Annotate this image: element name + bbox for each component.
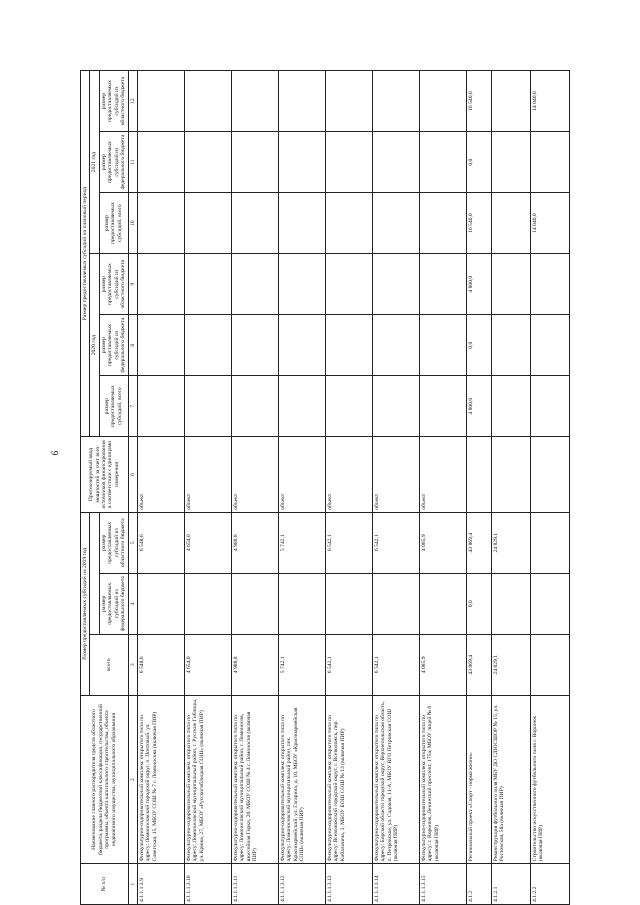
col-num: 11 (128, 132, 137, 193)
fed-2020 (419, 315, 466, 376)
total-2021: 16 540,0 (466, 193, 491, 254)
fed-2021 (231, 132, 278, 193)
total-2019: 5 742,1 (278, 634, 325, 695)
fed-2021 (278, 132, 325, 193)
obl-2021 (372, 71, 419, 132)
row-number: 4.1.1.1.3.15 (419, 864, 466, 905)
fed-2020 (184, 315, 231, 376)
obl-2021 (137, 71, 184, 132)
total-2021 (184, 193, 231, 254)
measure-unit: объект (325, 437, 372, 513)
obl-2020 (184, 254, 231, 315)
obl-2019: 6 542,1 (372, 512, 419, 573)
total-2021 (231, 193, 278, 254)
row-name: Строительство искусственного футбольного поля г. Воронеж (включая ПИР) (530, 695, 569, 864)
table-row (491, 71, 530, 905)
measure-unit: объект (372, 437, 419, 513)
col-num: 10 (128, 193, 137, 254)
table-row (419, 71, 466, 905)
measure-unit: объект (231, 437, 278, 513)
col-num: 1 (128, 864, 137, 905)
obl-2019: 5 742,1 (278, 512, 325, 573)
row-number: 4.1.1.1.3.11 (231, 864, 278, 905)
row-name: Физкультурно-оздоровительный комплекс открытого типа по адресу: г. Воронеж, Ленинский проспект, 175а, МБОУ лицей № 6 (включая ПИР) (419, 695, 466, 864)
col-num: 2 (128, 695, 137, 864)
fed-2020 (325, 315, 372, 376)
obl-2021 (278, 71, 325, 132)
obl-2019: 24 829,1 (491, 512, 530, 573)
total-2019: 6 542,1 (325, 634, 372, 695)
table-body (137, 71, 569, 905)
total-2020 (325, 376, 372, 437)
header-2020: 2020 год (90, 254, 99, 437)
total-2019: 43 869,4 (466, 634, 491, 695)
total-2020 (184, 376, 231, 437)
measure-unit (466, 437, 491, 513)
col-num: 12 (128, 71, 137, 132)
obl-2020 (372, 254, 419, 315)
row-number: 4.1.1.1.3.14 (372, 864, 419, 905)
table-row (137, 71, 184, 905)
table-row (530, 71, 569, 905)
total-2020 (372, 376, 419, 437)
fed-2020 (491, 315, 530, 376)
obl-2019: 6 548,6 (137, 512, 184, 573)
header-2019: Размер предоставляемых субсидий на 2019 год (81, 512, 90, 695)
measure-unit: объект (137, 437, 184, 513)
row-number: 4.1.1.1.3.10 (184, 864, 231, 905)
row-name: Физкультурно-оздоровительный комплекс открытого типа по адресу: Ломоносовский муниципальный район, г. Русские Гиблицы, ул. Крюка, 27, МБОУ «Русскогиблицкая СОШ» (включая ПИР) (184, 695, 231, 864)
obl-2020 (278, 254, 325, 315)
total-2019: 4 085,9 (419, 634, 466, 695)
rotated-table-container (80, 70, 580, 905)
total-2021 (419, 193, 466, 254)
subsidy-table (80, 70, 570, 905)
row-name: Физкультурно-оздоровительный комплекс открытого типа по адресу: Ломоносовский муниципальный район, пос. Красноармейский, ул. Гагарина, д. 10, МБОУ «Красноармейская СОШ» (включая ПИР) (278, 695, 325, 864)
obl-2021 (231, 71, 278, 132)
header-2020-fed: размер предоставляемых субсидий из федерального бюджета (99, 315, 128, 376)
fed-2021 (372, 132, 419, 193)
total-2020 (491, 376, 530, 437)
fed-2021 (137, 132, 184, 193)
measure-unit (491, 437, 530, 513)
measure-unit: объект (184, 437, 231, 513)
fed-2021 (491, 132, 530, 193)
fed-2021: 0,0 (466, 132, 491, 193)
header-num: № п/п (81, 864, 129, 905)
row-number: 4.1.2.2 (530, 864, 569, 905)
table-row (372, 71, 419, 905)
total-2019: 24 829,1 (491, 634, 530, 695)
header-2020-obl: размер предоставляемых субсидий из областного бюджета (99, 254, 128, 315)
header-name: Наименование главного распорядителя средств областного бюджета, раздела бюджетной классификации, государственной программы, объекта капитального строительства, объекта недвижимого имущества, муниципального образования (81, 695, 129, 864)
row-name: Физкультурно-оздоровительный комплекс открытого типа по адресу: Ломоносовский городской округ, п. Почтовый, ул. Советская, 15, МБОУ СОШ № 7 г. Ломоносова (включая ПИР) (137, 695, 184, 864)
total-2020 (278, 376, 325, 437)
obl-2019: 4 085,9 (419, 512, 466, 573)
header-2021-fed: размер предоставляемых субсидий из федерального бюджета (99, 132, 128, 193)
obl-2021 (491, 71, 530, 132)
obl-2020 (231, 254, 278, 315)
col-num: 3 (128, 634, 137, 695)
obl-2021: 16 540,0 (466, 71, 491, 132)
header-measure: Прогнозируемый ввод мощностей за счет всех источников финансирования в соответствии с единицами измерения (81, 437, 129, 513)
fed-2020 (278, 315, 325, 376)
fed-2021 (325, 132, 372, 193)
row-number: 4.1.2 (466, 864, 491, 905)
measure-unit (530, 437, 569, 513)
fed-2019 (325, 573, 372, 634)
rotated-page (80, 70, 640, 902)
total-2021 (372, 193, 419, 254)
total-2019: 6 548,6 (137, 634, 184, 695)
obl-2019: 43 869,4 (466, 512, 491, 573)
row-name: Региональный проект «Спорт - норма жизни» (466, 695, 491, 864)
total-2020 (530, 376, 569, 437)
header-2019-blank (90, 512, 99, 634)
fed-2019 (231, 573, 278, 634)
measure-unit: объект (419, 437, 466, 513)
obl-2021 (184, 71, 231, 132)
obl-2020 (137, 254, 184, 315)
header-2021-total: размер предоставляемых субсидий, всего (99, 193, 128, 254)
header-2021: 2021 год (90, 71, 99, 254)
row-name: Физкультурно-оздоровительный комплекс открытого типа по адресу: Всеволожский городской округ, г. Всеволожск, пер. Кибальчича, 1, МБОУ БОШ СОШ № 13 (включая ПИР) (325, 695, 372, 864)
total-2020 (137, 376, 184, 437)
table-row (231, 71, 278, 905)
header-planned-period: Размер предоставляемых субсидий на плановый период (81, 71, 90, 437)
obl-2019 (530, 512, 569, 573)
table-row (466, 71, 491, 905)
table-row (184, 71, 231, 905)
fed-2019 (530, 573, 569, 634)
header-2019-total: всего (90, 634, 128, 695)
obl-2019: 4 654,0 (184, 512, 231, 573)
row-name: Реконструкция футбольного поля МБУ ДО СДЮСШОР № 15, ул. Ростовская, 58а (включая ПИР) (491, 695, 530, 864)
total-2021 (325, 193, 372, 254)
obl-2020 (419, 254, 466, 315)
table-row (325, 71, 372, 905)
fed-2019 (372, 573, 419, 634)
header-2020-total: размер предоставляемых субсидий, всего (99, 376, 128, 437)
col-num: 8 (128, 315, 137, 376)
fed-2019 (184, 573, 231, 634)
header-2019-fed: размер предоставляемых субсидий из федерального бюджета (99, 573, 128, 634)
fed-2019 (419, 573, 466, 634)
fed-2020 (372, 315, 419, 376)
row-number: 4.1.2.1 (491, 864, 530, 905)
obl-2021: 14 040,0 (530, 71, 569, 132)
column-number-row (128, 71, 137, 905)
total-2019: 4 654,0 (184, 634, 231, 695)
row-number: 4.1.1.1.3.13 (325, 864, 372, 905)
obl-2020 (491, 254, 530, 315)
fed-2019 (137, 573, 184, 634)
obl-2019: 4 988,8 (231, 512, 278, 573)
total-2021 (278, 193, 325, 254)
row-number: 4.1.1.1.3.12 (278, 864, 325, 905)
total-2020 (419, 376, 466, 437)
total-2019 (530, 634, 569, 695)
col-num: 4 (128, 573, 137, 634)
obl-2021 (419, 71, 466, 132)
obl-2020 (530, 254, 569, 315)
obl-2021 (325, 71, 372, 132)
fed-2019 (491, 573, 530, 634)
total-2021: 14 040,0 (530, 193, 569, 254)
total-2021 (491, 193, 530, 254)
col-num: 6 (128, 437, 137, 513)
header-2019-obl: размер предоставляемых субсидий из областного бюджета (99, 512, 128, 573)
total-2019: 6 542,1 (372, 634, 419, 695)
col-num: 9 (128, 254, 137, 315)
page-number: 9 (49, 450, 60, 456)
measure-unit: объект (278, 437, 325, 513)
total-2020 (231, 376, 278, 437)
fed-2020: 0,0 (466, 315, 491, 376)
fed-2021 (184, 132, 231, 193)
table-row (278, 71, 325, 905)
total-2021 (137, 193, 184, 254)
total-2020: 4 800,0 (466, 376, 491, 437)
total-2019: 4 988,8 (231, 634, 278, 695)
fed-2020 (530, 315, 569, 376)
row-number: 4.1.1.1.3.9 (137, 864, 184, 905)
fed-2021 (419, 132, 466, 193)
fed-2019: 0,0 (466, 573, 491, 634)
fed-2020 (137, 315, 184, 376)
row-name: Физкультурно-оздоровительный комплекс открытого типа по адресу: Ломоносовский муниципальный район, г. Ломоносов, шоссейная Горки, 20, МБОУ СОШ № 4 г. Ломоносов (включая ПИР) (231, 695, 278, 864)
obl-2019: 6 542,1 (325, 512, 372, 573)
obl-2020: 4 800,0 (466, 254, 491, 315)
col-num: 5 (128, 512, 137, 573)
obl-2020 (325, 254, 372, 315)
fed-2019 (278, 573, 325, 634)
fed-2020 (231, 315, 278, 376)
fed-2021 (530, 132, 569, 193)
header-2021-obl: размер предоставляемых субсидий из областного бюджета (99, 71, 128, 132)
col-num: 7 (128, 376, 137, 437)
row-name: Физкультурно-оздоровительный комплекс открытого типа по адресу: Борской области городской округ, Верхнепольская область, п. Петровское, ул. Садовая, 11-А, МБОУ ВГО Петровская СОШ (включая ПИР) (372, 695, 419, 864)
